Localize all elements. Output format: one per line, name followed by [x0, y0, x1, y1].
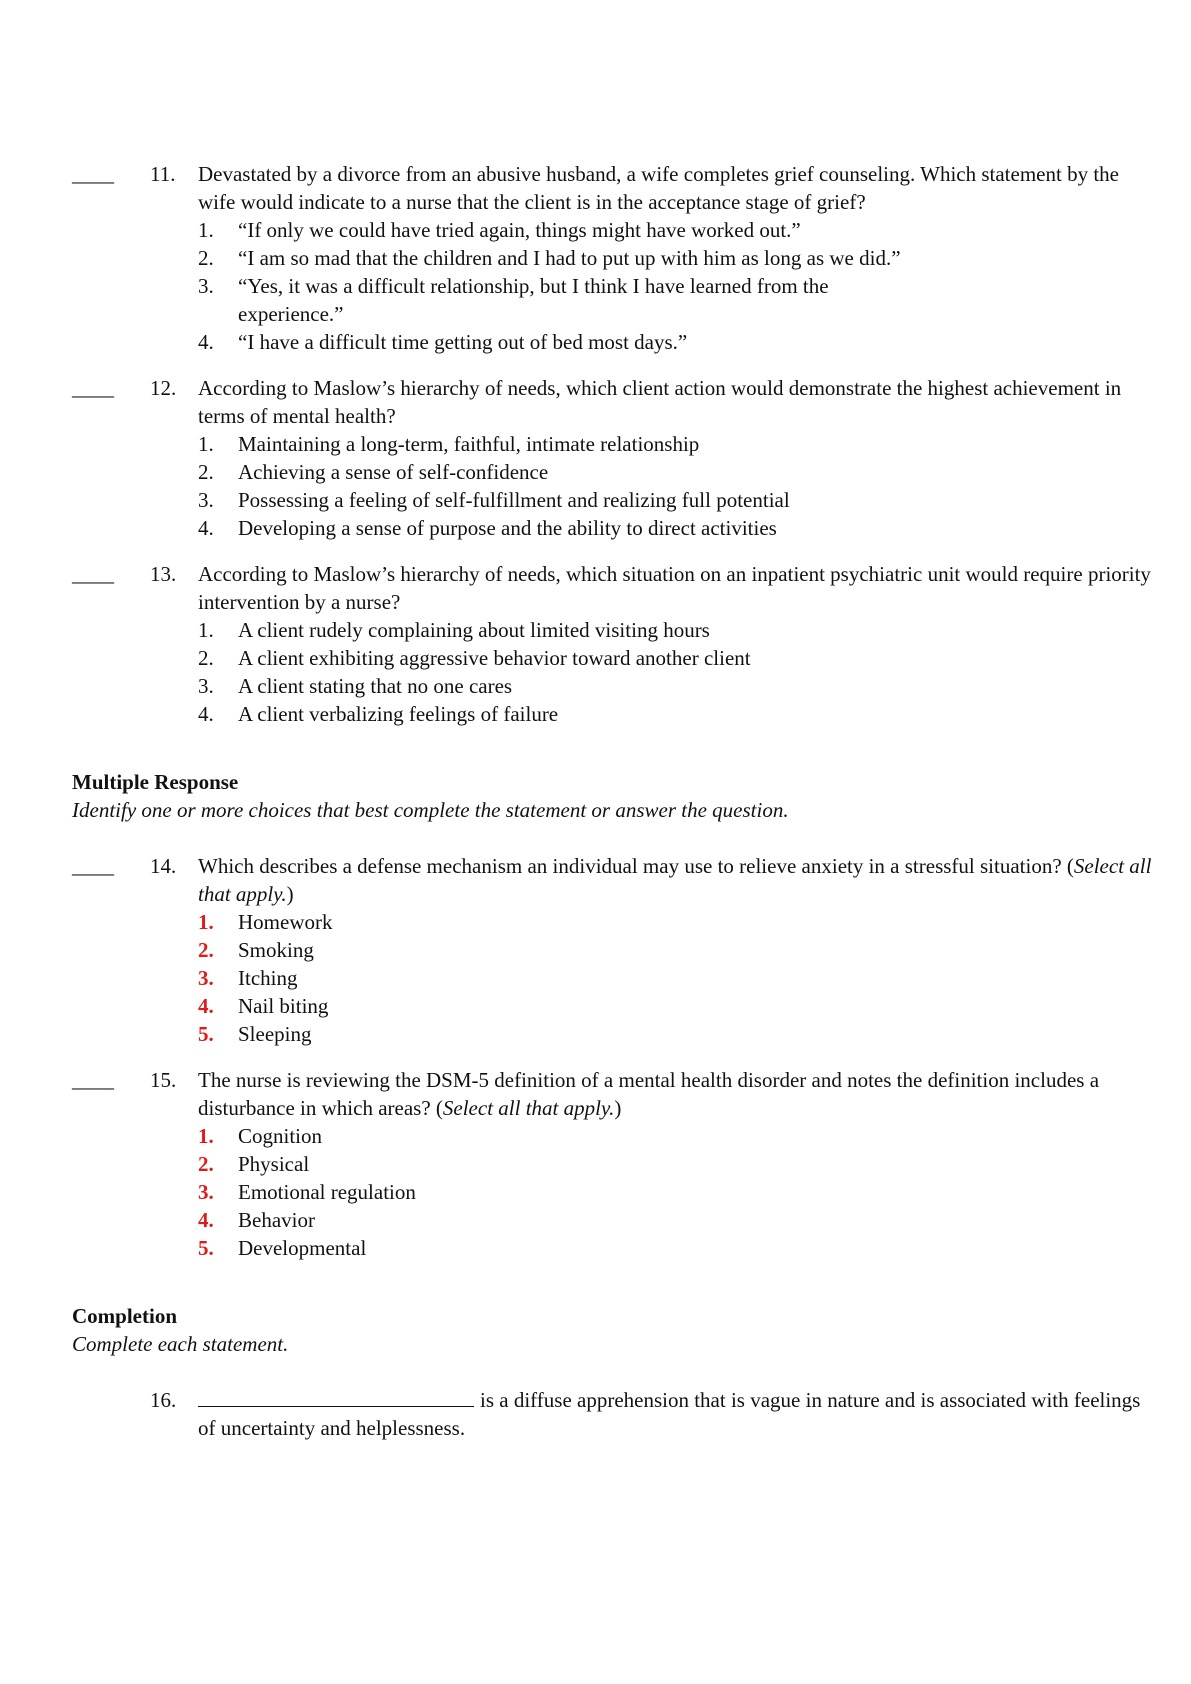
section-heading: Multiple Response [72, 770, 239, 794]
option [198, 430, 1152, 458]
option-text: A client rudely complaining about limited visiting hours [238, 618, 710, 642]
answer-blank[interactable]: ____ [72, 854, 114, 878]
answer-blank[interactable]: ____ [72, 562, 114, 586]
option-text: “I am so mad that the children and I had to put up with him as long as we did.” [238, 246, 901, 270]
option [198, 1178, 1152, 1206]
option [198, 700, 1152, 728]
option-number: 1. [198, 618, 214, 642]
option-list [198, 616, 1152, 728]
question-stem: Devastated by a divorce from an abusive husband, a wife completes grief counseling. Which statement by the wife would indicate to a nurse that the client is in the acceptance stage of grief? [198, 162, 1119, 214]
option-number: 2. [198, 246, 214, 270]
option-text: Possessing a feeling of self-fulfillment and realizing full potential [238, 488, 790, 512]
option-number: 2. [198, 646, 214, 670]
question-14 [72, 852, 1152, 1048]
question-stem: According to Maslow’s hierarchy of needs, which situation on an inpatient psychiatric unit would require priority intervention by a nurse? [198, 562, 1151, 614]
option [198, 216, 1152, 244]
option [198, 992, 1152, 1020]
question-stem [198, 1066, 1152, 1122]
option [198, 1150, 1152, 1178]
option [198, 458, 1152, 486]
option-number: 3. [198, 488, 214, 512]
option-text: Developmental [238, 1236, 367, 1260]
option-text: A client verbalizing feelings of failure [238, 702, 559, 726]
fill-in-blank[interactable] [198, 1386, 474, 1407]
option-number: 3. [198, 674, 214, 698]
option-number: 4. [198, 994, 214, 1018]
option [198, 1020, 1152, 1048]
multiple-response-section-header [72, 768, 1152, 824]
option-number: 3. [198, 1180, 214, 1204]
option-text: Sleeping [238, 1022, 312, 1046]
option-text: Emotional regulation [238, 1180, 416, 1204]
option [198, 964, 1152, 992]
page-content [72, 160, 1152, 1460]
option [198, 514, 1152, 542]
option-text: “I have a difficult time getting out of bed most days.” [238, 330, 688, 354]
option [198, 644, 1152, 672]
option-text: Developing a sense of purpose and the ability to direct activities [238, 516, 777, 540]
stem-end: ) [614, 1096, 622, 1120]
option-text: Physical [238, 1152, 310, 1176]
question-13 [72, 560, 1152, 728]
option [198, 244, 1152, 272]
option-text: A client stating that no one cares [238, 674, 513, 698]
answer-blank[interactable]: ____ [72, 376, 114, 400]
option [198, 672, 1152, 700]
option-number: 4. [198, 702, 214, 726]
option-number: 1. [198, 910, 214, 934]
question-stem: According to Maslow’s hierarchy of needs, which client action would demonstrate the highest achievement in terms of mental health? [198, 376, 1122, 428]
question-number: 14. [150, 854, 177, 878]
option-number: 3. [198, 966, 214, 990]
option-text: Cognition [238, 1124, 323, 1148]
option-number: 4. [198, 1208, 214, 1232]
question-stem [198, 1386, 1152, 1442]
stem-end: ) [286, 882, 294, 906]
option-list [198, 430, 1152, 542]
option-text: A client exhibiting aggressive behavior toward another client [238, 646, 751, 670]
select-all-note: Select all that apply. [442, 1096, 615, 1120]
question-15 [72, 1066, 1152, 1262]
option-text: Behavior [238, 1208, 315, 1232]
section-instruction: Complete each statement. [72, 1332, 289, 1356]
option-text: Maintaining a long-term, faithful, intimate relationship [238, 432, 700, 456]
answer-blank[interactable]: ____ [72, 1068, 114, 1092]
question-16 [72, 1386, 1152, 1442]
question-11 [72, 160, 1152, 356]
section-instruction: Identify one or more choices that best complete the statement or answer the question. [72, 798, 789, 822]
stem-text: is a diffuse apprehension that is vague in nature and is associated with feelings of uncertainty and helplessness. [198, 1388, 1141, 1440]
option-text: Homework [238, 910, 333, 934]
option-number: 1. [198, 218, 214, 242]
option-number: 2. [198, 460, 214, 484]
question-number: 11. [150, 162, 176, 186]
option-list [198, 908, 1152, 1048]
completion-section-header [72, 1302, 1152, 1358]
option [198, 908, 1152, 936]
question-number: 16. [150, 1388, 177, 1412]
option-text: “Yes, it was a difficult relationship, but I think I have learned from the experience.” [238, 274, 829, 326]
option-text: “If only we could have tried again, things might have worked out.” [238, 218, 801, 242]
option-text: Itching [238, 966, 298, 990]
question-number: 13. [150, 562, 177, 586]
option-number: 1. [198, 1124, 214, 1148]
answer-blank[interactable]: ____ [72, 162, 114, 186]
option [198, 616, 1152, 644]
option-number: 4. [198, 330, 214, 354]
option-text: Smoking [238, 938, 314, 962]
section-heading: Completion [72, 1304, 177, 1328]
option [198, 1122, 1152, 1150]
option-list [198, 1122, 1152, 1262]
option-number: 5. [198, 1236, 214, 1260]
option-list [198, 216, 1152, 356]
option-number: 5. [198, 1022, 214, 1046]
option [198, 936, 1152, 964]
question-number: 12. [150, 376, 177, 400]
stem-text: Which describes a defense mechanism an individual may use to relieve anxiety in a stressful situation? ( [198, 854, 1074, 878]
stem-text: The nurse is reviewing the DSM-5 definition of a mental health disorder and notes the definition includes a disturbance in which areas? ( [198, 1068, 1100, 1120]
question-12 [72, 374, 1152, 542]
option-number: 2. [198, 1152, 214, 1176]
option [198, 328, 1152, 356]
select-all-note: Select all that apply. [198, 854, 1152, 906]
option [198, 272, 898, 328]
option-number: 3. [198, 274, 214, 298]
option-number: 4. [198, 516, 214, 540]
question-number: 15. [150, 1068, 177, 1092]
option-text: Nail biting [238, 994, 329, 1018]
option-number: 2. [198, 938, 214, 962]
option-text: Achieving a sense of self-confidence [238, 460, 549, 484]
option-number: 1. [198, 432, 214, 456]
question-stem [198, 852, 1152, 908]
option [198, 1206, 1152, 1234]
option [198, 1234, 1152, 1262]
option [198, 486, 1152, 514]
